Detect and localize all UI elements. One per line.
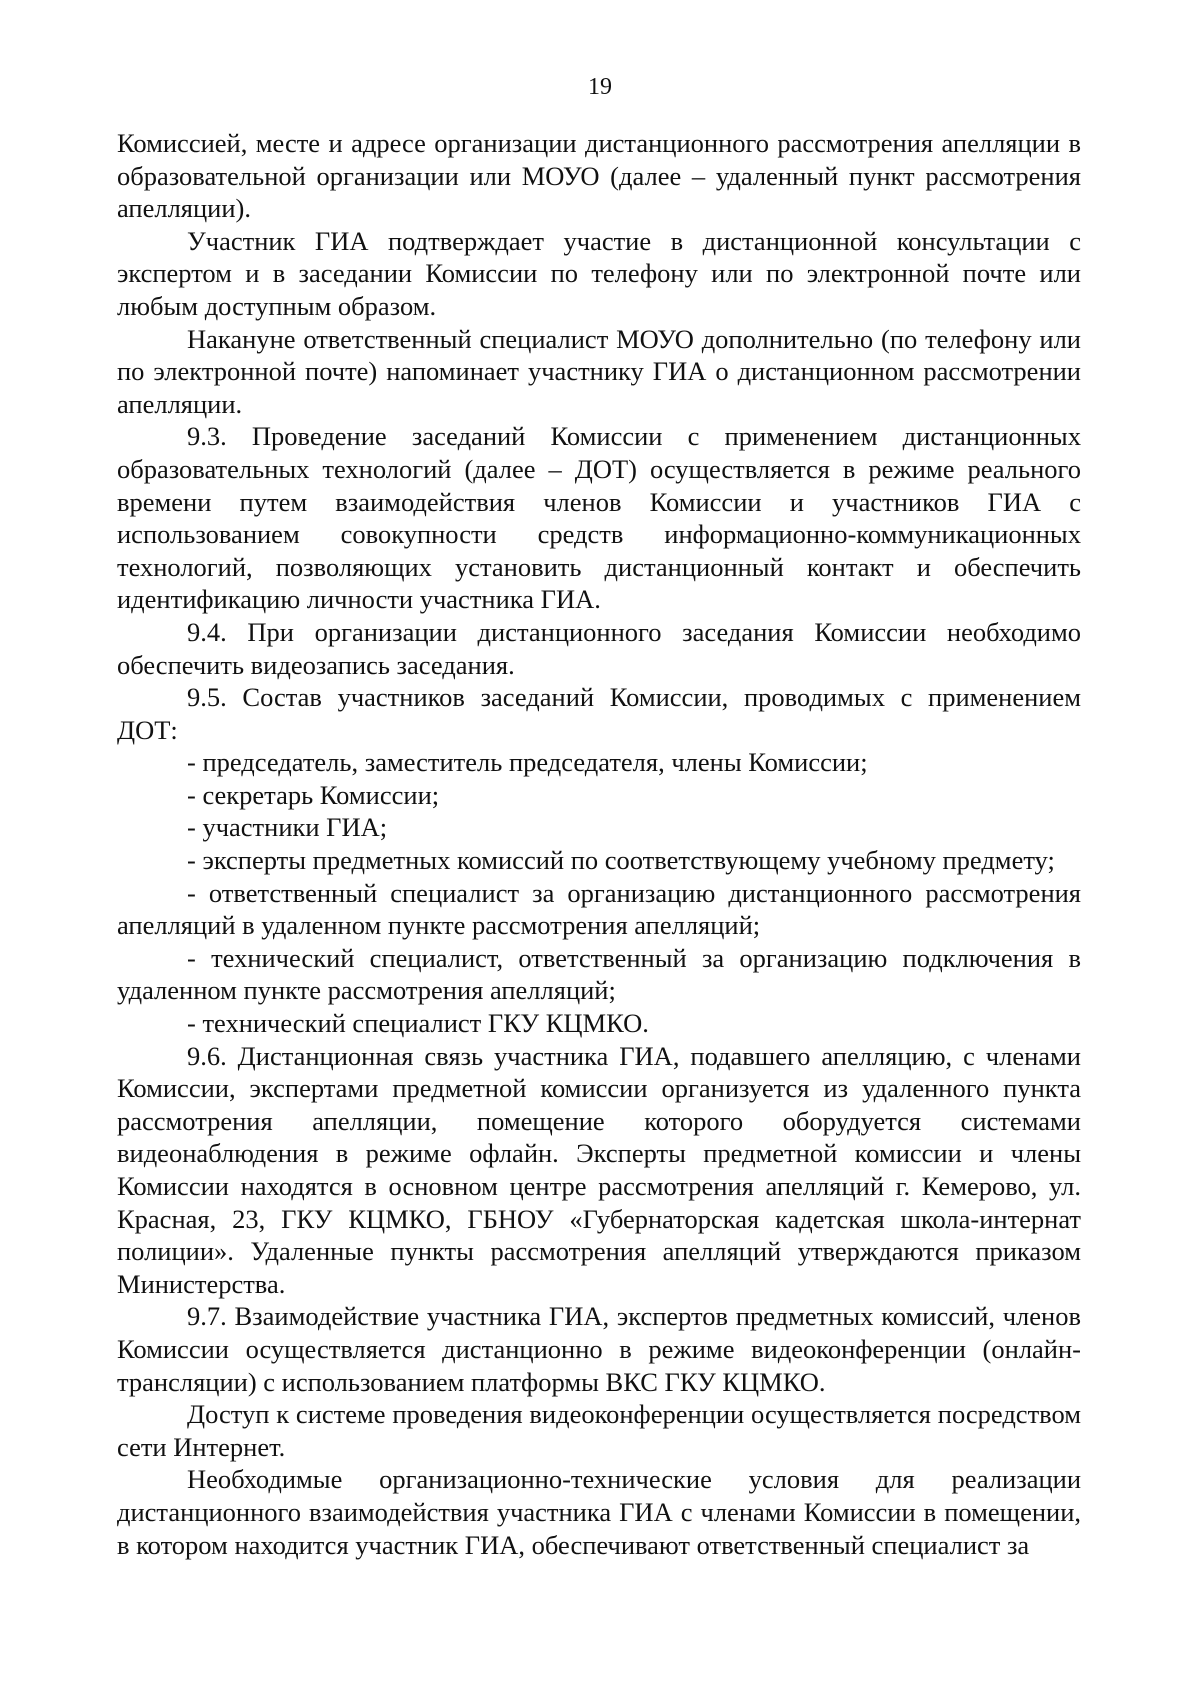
list-item-secretary: - секретарь Комиссии; bbox=[187, 779, 440, 810]
list-item-experts: - эксперты предметных комиссий по соответствующему учебному предмету; bbox=[187, 845, 1055, 876]
paragraph-technical-conditions: Необходимые организационно-технические условия для реализации дистанционного взаимодействия участника ГИА с членами Комиссии в помещении, в котором находится участник ГИА, обеспечивают ответственный специалист за bbox=[117, 1464, 1081, 1560]
list-item-technical-specialist: - технический специалист, ответственный за организацию подключения в удаленном пункте рассмотрения апелляций; bbox=[117, 942, 1081, 1006]
paragraph-9-4: 9.4. При организации дистанционного заседания Комиссии необходимо обеспечить видеозапись заседания. bbox=[117, 616, 1081, 680]
page-number: 19 bbox=[588, 74, 612, 100]
paragraph-9-5: 9.5. Состав участников заседаний Комиссии, проводимых с применением ДОТ: bbox=[117, 682, 1081, 745]
paragraph-confirmation: Участник ГИА подтверждает участие в дистанционной консультации с экспертом и в заседании Комиссии по телефону или по электронной почте или любым доступным образом. bbox=[117, 225, 1081, 321]
paragraph-continuation: Комиссией, месте и адресе организации дистанционного рассмотрения апелляции в образовательной организации или МОУО (далее – удаленный пункт рассмотрения апелляции). bbox=[117, 128, 1081, 224]
list-item-chairman: - председатель, заместитель председателя, члены Комиссии; bbox=[187, 747, 868, 778]
paragraph-9-7: 9.7. Взаимодействие участника ГИА, экспертов предметных комиссий, членов Комиссии осуществляется дистанционно в режиме видеоконференции (онлайн-трансляции) с использованием платформы ВКС ГКУ КЦМКО. bbox=[117, 1301, 1081, 1397]
paragraph-9-6: 9.6. Дистанционная связь участника ГИА, подавшего апелляцию, с членами Комиссии, экспертами предметной комиссии организуется из удаленного пункта рассмотрения апелляции, помещение которого оборудуется системами видеонаблюдения в режиме офлайн. Эксперты предметной комиссии и члены Комиссии находятся в основном центре рассмотрения апелляций г. Кемерово, ул. Красная, 23, ГКУ КЦМКО, ГБНОУ «Губернаторская кадетская школа-интернат полиции». Удаленные пункты рассмотрения апелляций утверждаются приказом Министерства. bbox=[117, 1040, 1081, 1299]
paragraph-reminder: Накануне ответственный специалист МОУО дополнительно (по телефону или по электронной почте) напоминает участнику ГИА о дистанционном рассмотрении апелляции. bbox=[117, 323, 1081, 419]
paragraph-internet-access: Доступ к системе проведения видеоконференции осуществляется посредством сети Интернет. bbox=[117, 1399, 1081, 1462]
list-item-participants: - участники ГИА; bbox=[187, 812, 388, 843]
list-item-technical-specialist-gku: - технический специалист ГКУ КЦМКО. bbox=[187, 1008, 649, 1039]
list-item-responsible-specialist: - ответственный специалист за организацию дистанционного рассмотрения апелляций в удаленном пункте рассмотрения апелляций; bbox=[117, 877, 1081, 941]
document-body bbox=[117, 127, 1081, 1561]
paragraph-9-3: 9.3. Проведение заседаний Комиссии с применением дистанционных образовательных технологий (далее – ДОТ) осуществляется в режиме реального времени путем взаимодействия членов Комиссии и участников ГИА с использованием совокупности средств информационно-коммуникационных технологий, позволяющих установить дистанционный контакт и обеспечить идентификацию личности участника ГИА. bbox=[117, 421, 1081, 615]
